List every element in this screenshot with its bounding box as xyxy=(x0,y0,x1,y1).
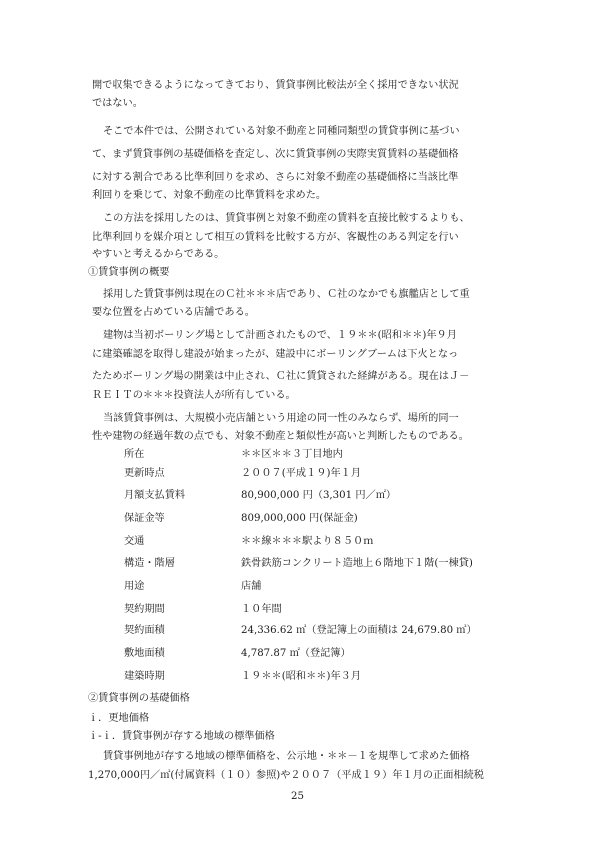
property-value: ２００７(平成１９)年１月 xyxy=(241,468,362,479)
property-key: 保証金等 xyxy=(124,513,165,524)
subsection-heading: ｉ．更地価格 xyxy=(88,713,150,724)
paragraph-line: この方法を採用したのは、賃貸事例と対象不動産の賃料を直接比較するよりも、 xyxy=(103,213,470,224)
property-value: 店舗 xyxy=(241,581,262,592)
property-value: ＊＊線＊＊＊駅より８５０ｍ xyxy=(241,536,374,547)
property-row xyxy=(124,624,516,638)
property-row xyxy=(124,448,516,462)
property-value: ＊＊区＊＊３丁目地内 xyxy=(241,449,343,460)
paragraph-line: 1,270,000円／㎡(付属資料（１０）参照)や２００７（平成１９）年１月の正面相続税 xyxy=(88,770,484,781)
subsection-heading: ｉ-ｉ．賃貸事例が存する地域の標準価格 xyxy=(88,731,275,742)
section-heading: ②賃貸事例の基礎価格 xyxy=(88,693,190,704)
property-value: １９＊＊(昭和＊＊)年３月 xyxy=(241,671,362,682)
property-row xyxy=(124,489,516,503)
paragraph-line: 開で収集できるようになってきており、賃貸事例比較法が全く採用できない状況 xyxy=(92,80,459,91)
property-key: 建築時期 xyxy=(124,671,165,682)
paragraph-line: ＲＥＩＴの＊＊＊投資法人が所有している。 xyxy=(92,390,296,401)
paragraph-line: て、まず賃貸事例の基礎価格を査定し、次に賃貸事例の実際実質賃料の基礎価格 xyxy=(92,149,459,160)
paragraph-line: 比準利回りを媒介項として相互の賃料を比較する方が、客観性のある判定を行い xyxy=(92,232,459,243)
paragraph-line: に対する割合である比準利回りを求め、さらに対象不動産の基礎価格に当該比準 xyxy=(92,172,459,183)
property-row xyxy=(124,535,516,549)
property-value: 鉄骨鉄筋コンクリート造地上６階地下１階(一棟貸) xyxy=(241,558,473,569)
page-number: 25 xyxy=(291,791,304,802)
property-key: 契約期間 xyxy=(124,604,165,615)
paragraph-line: ではない。 xyxy=(92,98,143,109)
paragraph-line: 賃貸事例地が存する地域の標準価格を、公示地・＊＊－１を規準して求めた価格 xyxy=(103,751,470,762)
property-key: 用途 xyxy=(124,581,145,592)
property-key: 契約面積 xyxy=(124,625,165,636)
paragraph-line: 当該賃貸事例は、大規模小売店舗という用途の同一性のみならず、場所的同一 xyxy=(103,413,459,424)
paragraph-line: 採用した賃貸事例は現在のＣ社＊＊＊店であり、Ｃ社のなかでも旗艦店として重 xyxy=(103,289,470,300)
property-row xyxy=(124,512,516,526)
paragraph-line: たためボーリング場の開業は中止され、Ｃ社に賃貸された経緯がある。現在はＪ－ xyxy=(92,371,470,382)
paragraph-line: 要な位置を占めている店舗である。 xyxy=(92,307,255,318)
paragraph-line: に建築確認を取得し建設が始まったが、建設中にボーリングブームは下火となっ xyxy=(92,349,459,360)
paragraph-line: やすいと考えるからである。 xyxy=(92,249,225,260)
property-row xyxy=(124,670,516,684)
property-value: １０年間 xyxy=(241,604,282,615)
property-key: 構造・階層 xyxy=(124,558,175,569)
property-row xyxy=(124,647,516,661)
property-value: 809,000,000 円(保証金) xyxy=(241,513,358,524)
section-heading: ①賃貸事例の概要 xyxy=(88,267,170,278)
property-row xyxy=(124,557,516,571)
property-key: 敷地面積 xyxy=(124,648,165,659)
property-value: 24,336.62 ㎡（登記簿上の面積は 24,679.80 ㎡） xyxy=(241,625,477,636)
property-row xyxy=(124,467,516,481)
property-key: 月額支払賃料 xyxy=(124,490,186,501)
property-key: 所在 xyxy=(124,449,145,460)
property-key: 交通 xyxy=(124,536,145,547)
property-row xyxy=(124,580,516,594)
property-value: 80,900,000 円（3,301 円／㎡） xyxy=(241,490,397,501)
property-key: 更新時点 xyxy=(124,468,165,479)
property-value: 4,787.87 ㎡（登記簿） xyxy=(241,648,351,659)
paragraph-line: 建物は当初ボーリング場として計画されたもので、１９＊＊(昭和＊＊)年９月 xyxy=(103,330,457,341)
paragraph-line: 性や建物の経過年数の点でも、対象不動産と類似性が高いと判断したものである。 xyxy=(92,431,469,442)
property-row xyxy=(124,603,516,617)
paragraph-line: 利回りを乗じて、対象不動産の比準賃料を求めた。 xyxy=(92,190,327,201)
paragraph-line: そこで本件では、公開されている対象不動産と同種同類型の賃貸事例に基づい xyxy=(103,126,460,137)
